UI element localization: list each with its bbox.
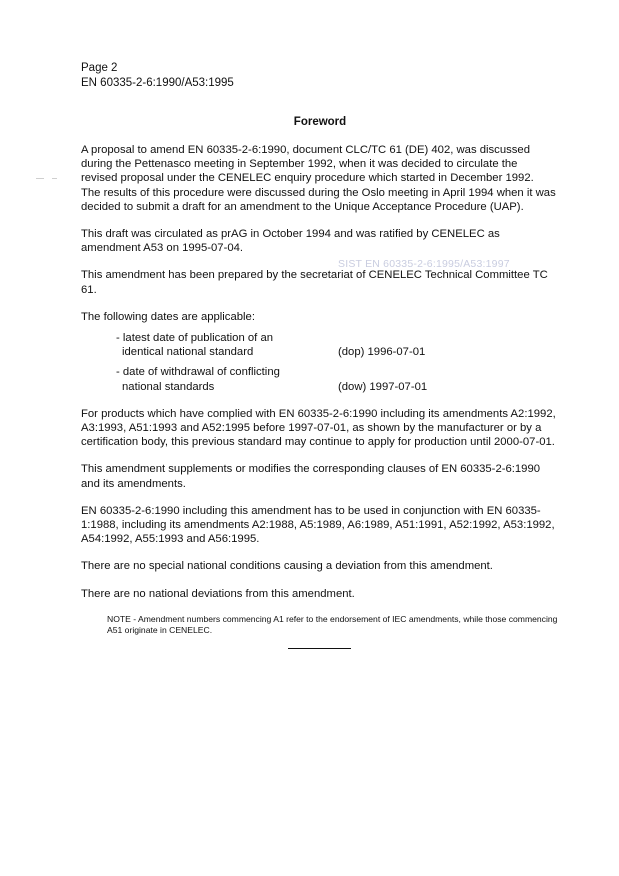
dates-table bbox=[116, 331, 427, 394]
dow-label-line1: - date of withdrawal of conflicting bbox=[116, 366, 280, 379]
paragraph-deviations: There are no national deviations from this amendment. bbox=[81, 587, 355, 600]
dop-label-line2: identical national standard bbox=[122, 346, 254, 359]
dow-value: (dow) 1997-07-01 bbox=[338, 380, 428, 393]
scan-speck bbox=[36, 178, 44, 179]
end-rule bbox=[288, 648, 351, 649]
page-number: Page 2 bbox=[81, 62, 118, 74]
paragraph-special-conditions: There are no special national conditions causing a deviation from this amendment. bbox=[81, 560, 493, 573]
document-id: EN 60335-2-6:1990/A53:1995 bbox=[81, 77, 234, 89]
watermark: SIST EN 60335-2-6:1995/A53:1997 bbox=[338, 258, 510, 270]
dates-row-dow bbox=[116, 365, 427, 379]
scan-speck bbox=[52, 178, 57, 179]
page-header bbox=[81, 61, 234, 91]
dop-label-line1: - latest date of publication of an bbox=[116, 332, 274, 345]
paragraph-supplements: This amendment supplements or modifies the corresponding clauses of EN 60335-2-6:1990 and its amendments. bbox=[81, 463, 541, 490]
paragraph-conjunction: EN 60335-2-6:1990 including this amendment has to be used in conjunction with EN 60335-1:1988, including its amendments A2:1988, A5:1989, A6:1989, A51:1991, A52:1992, A53:1992, A54:1992, A55:1993 and A56:1995. bbox=[81, 504, 555, 546]
note: NOTE - Amendment numbers commencing A1 refer to the endorsement of IEC amendments, while those commencing A51 originate in CENELEC. bbox=[107, 613, 558, 636]
section-title: Foreword bbox=[293, 116, 347, 128]
paragraph-dates-intro: The following dates are applicable: bbox=[81, 310, 255, 323]
paragraph-secretariat: This amendment has been prepared by the secretariat of CENELEC Technical Committee TC 61. bbox=[81, 269, 548, 296]
dop-value: (dop) 1996-07-01 bbox=[338, 346, 426, 359]
dow-label-line2: national standards bbox=[122, 380, 215, 393]
paragraph-transition: For products which have complied with EN 60335-2-6:1990 including its amendments A2:1992, A3:1993, A51:1993 and A52:1995 before 1997-07-01, as shown by the manufacturer or by a certification body, this previous standard may continue to apply for production until 2000-07-01. bbox=[81, 407, 556, 449]
paragraph-draft: This draft was circulated as prAG in October 1994 and was ratified by CENELEC as amendment A53 on 1995-07-04. bbox=[81, 228, 500, 255]
paragraph-proposal: A proposal to amend EN 60335-2-6:1990, document CLC/TC 61 (DE) 402, was discussed during the Pettenasco meeting in September 1992, when it was decided to circulate the revised proposal under the CENELEC enquiry procedure which started in December 1992. The results of this procedure were discussed during the Oslo meeting in April 1994 when it was decided to submit a draft for an amendment to the Unique Acceptance Procedure (UAP). bbox=[81, 144, 556, 213]
dates-row-dop bbox=[116, 331, 427, 345]
foreword-body bbox=[81, 143, 556, 637]
